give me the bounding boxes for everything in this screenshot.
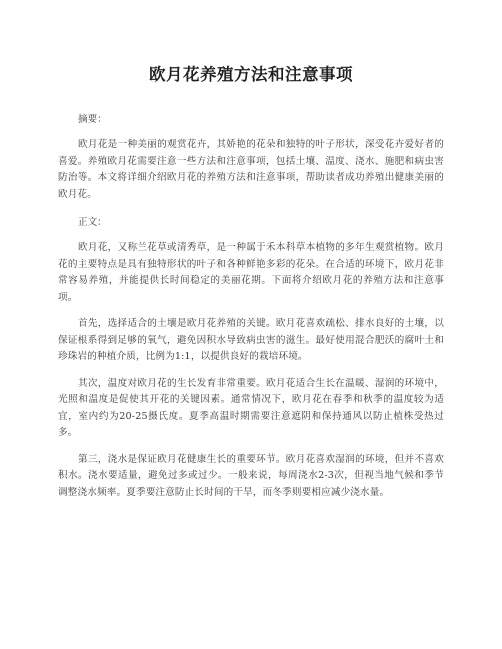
body-label: 正文：: [78, 217, 107, 228]
body-paragraph-4: 第三，浇水是保证欧月花健康生长的重要环节。欧月花喜欢湿润的环境，但并不喜欢积水。浇水要适量，避免过多或过少。一般来说，每周浇水2-3次，但视当地气候和季节调整浇水频率。夏季要注意防止长时间的干旱，而冬季则要相应减少浇水量。: [58, 453, 444, 498]
abstract-label: 摘要：: [78, 114, 107, 125]
body-paragraph-2: 首先，选择适合的土壤是欧月花养殖的关键。欧月花喜欢疏松、排水良好的土壤，以保证根系得到足够的氧气，避免因积水导致病虫害的滋生。最好使用混合肥沃的腐叶土和珍珠岩的种植介质，比例为1:1，以提供良好的栽培环境。: [58, 318, 444, 362]
abstract-paragraph: 欧月花是一种美丽的观赏花卉，其娇艳的花朵和独特的叶子形状，深受花卉爱好者的喜爱。养殖欧月花需要注意一些方法和注意事项，包括土壤、温度、浇水、施肥和病虫害防治等。本文将详细介绍欧月花的养殖方法和注意事项，帮助读者成功养殖出健康美丽的欧月花。: [58, 139, 444, 200]
body-paragraph-3: 其次，温度对欧月花的生长发育非常重要。欧月花适合生长在温暖、湿润的环境中，光照和温度是促使其开花的关键因素。通常情况下，欧月花在春季和秋季的温度较为适宜，室内约为20-25摄氏度。夏季高温时期需要注意遮阴和保持通风以防止植株受热过多。: [58, 377, 444, 438]
body-paragraph-1: 欧月花，又称兰花草或清秀草，是一种属于禾本科草本植物的多年生观赏植物。欧月花的主要特点是具有独特形状的叶子和各种鲜艳多彩的花朵。在合适的环境下，欧月花非常容易养殖，并能提供长时间稳定的美丽花期。下面将介绍欧月花的养殖方法和注意事项。: [58, 242, 444, 303]
document-title: 欧月花养殖方法和注意事项: [149, 65, 353, 84]
